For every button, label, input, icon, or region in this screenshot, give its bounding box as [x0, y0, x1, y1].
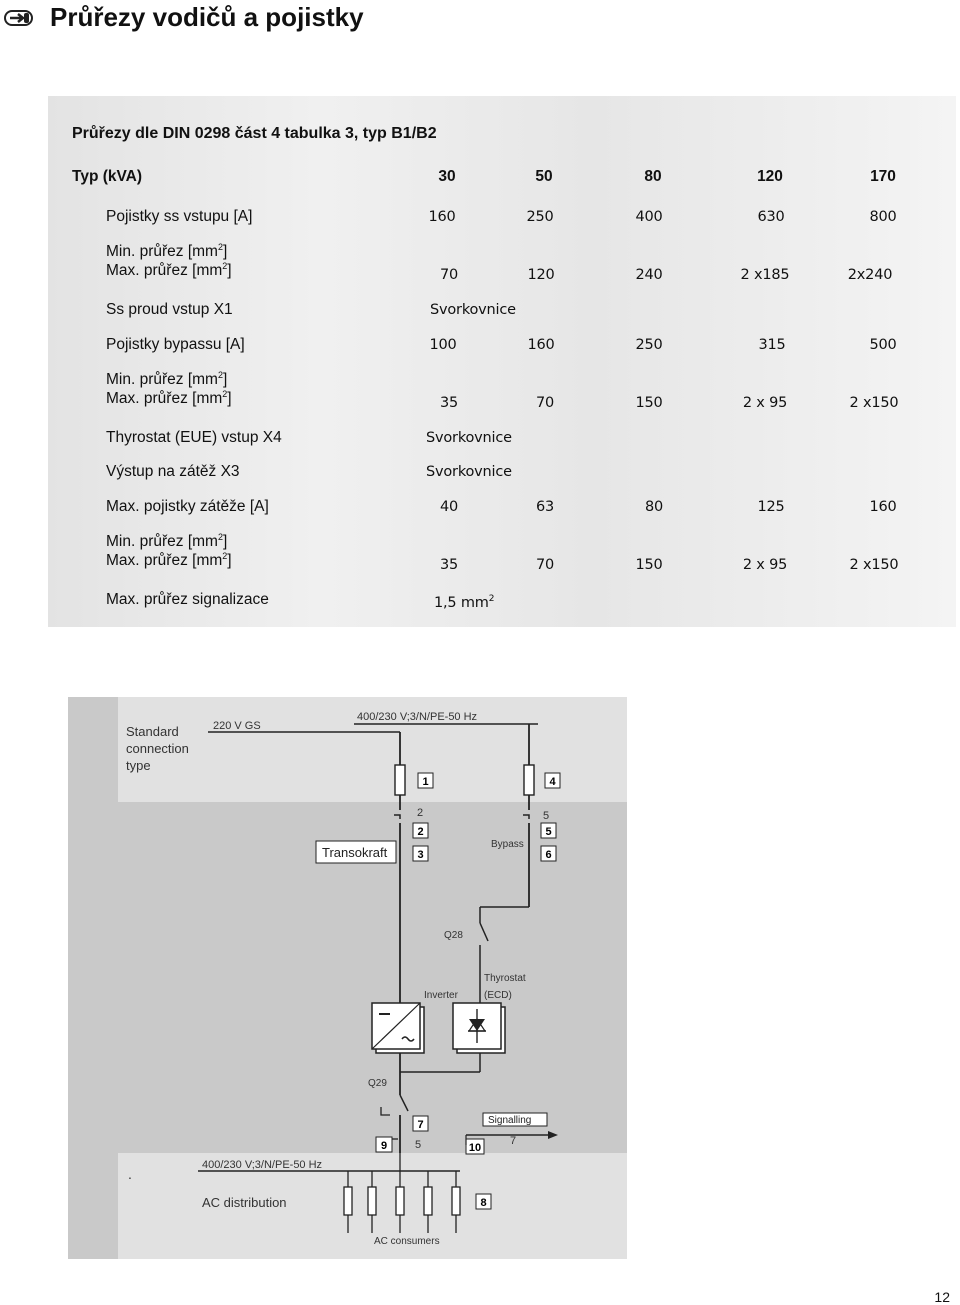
row-label-min: Min. průřez $[mm^2]$ [106, 532, 228, 550]
row-span-value: Svorkovnice [426, 464, 512, 480]
row-label-max: Max. průřez $[mm^2]$ [106, 261, 232, 279]
row-value: 2 x150 [849, 557, 899, 573]
row-value: 160 [527, 337, 555, 353]
row-value: 315 [758, 337, 786, 353]
terminal-number: 1 [422, 776, 429, 788]
row-label-max: Max. průřez $[mm^2]$ [106, 389, 232, 407]
terminal-number: 9 [380, 1140, 388, 1152]
ups-connection-diagram [68, 697, 627, 1259]
table-heading: Průřezy dle DIN 0298 část 4 tabulka 3, typ B1/B2 [72, 125, 437, 142]
terminal-number: 4 [549, 776, 556, 788]
row-span-value: Svorkovnice [430, 302, 516, 318]
row-span-value: 1,5 $mm^2$ [434, 594, 495, 611]
row-value: 400 [635, 209, 663, 225]
standard-label-line: connection [126, 741, 189, 756]
row-value: 800 [869, 209, 897, 225]
standard-label-line: Standard [126, 724, 179, 739]
row-value: 2 x150 [849, 395, 899, 411]
row-label-max: Max. průřez $[mm^2]$ [106, 551, 232, 569]
dot-mark: . [128, 1166, 132, 1182]
fuse-icon [368, 1187, 376, 1215]
page-title: Průřezy vodičů a pojistky [50, 2, 364, 32]
row-value: 150 [635, 557, 663, 573]
type-label: Typ (kVA) [72, 168, 143, 185]
row-value: 630 [757, 209, 785, 225]
fuse-icon [344, 1187, 352, 1215]
arrow-badge-icon [4, 8, 34, 28]
terminal-number: 7 [417, 1119, 424, 1131]
dc-supply-label: 220 V GS [213, 720, 261, 732]
terminal-small-label: 5 [543, 810, 550, 822]
row-span-value: Svorkovnice [426, 430, 512, 446]
row-value: 250 [526, 209, 554, 225]
header-value: 80 [644, 168, 662, 185]
terminal-small-label: 5 [415, 1139, 422, 1151]
row-value: 2 x 95 [742, 395, 788, 411]
row-value: 2x240 [847, 267, 893, 283]
row-label: Max. pojistky zátěže [A] [106, 498, 269, 515]
header-value: 30 [438, 168, 456, 185]
row-label: Pojistky bypassu [A] [106, 336, 245, 353]
ac-supply-label: 400/230 V;3/N/PE-50 Hz [357, 711, 478, 723]
bypass-label: Bypass [491, 839, 524, 850]
terminal-number: 2 [417, 826, 424, 838]
row-value: 2 x185 [740, 267, 790, 283]
row-value: 100 [429, 337, 457, 353]
header-value: 120 [757, 168, 783, 185]
fuse-icon [396, 1187, 404, 1215]
row-value: 35 [439, 557, 459, 573]
thyrostat-label: (ECD) [484, 990, 512, 1001]
row-value: 40 [439, 499, 459, 515]
row-value: 70 [439, 267, 459, 283]
terminal-number: 8 [480, 1197, 487, 1209]
row-label-min: Min. průřez $[mm^2]$ [106, 242, 228, 260]
row-value: 160 [869, 499, 897, 515]
row-value: 80 [644, 499, 664, 515]
fuse-icon [452, 1187, 460, 1215]
row-value: 70 [535, 395, 555, 411]
inverter-label: Inverter [424, 990, 458, 1001]
ac-distribution-label: AC distribution [202, 1195, 287, 1210]
thyrostat-label: Thyrostat [484, 973, 526, 984]
header-value: 50 [535, 168, 553, 185]
q29-label: Q29 [368, 1078, 387, 1089]
terminal-number: 3 [417, 849, 424, 861]
terminal-small-label: 7 [510, 1135, 517, 1147]
header-value: 170 [870, 168, 896, 185]
terminal-small-label: 2 [417, 807, 424, 819]
q28-label: Q28 [444, 930, 463, 941]
row-value: 35 [439, 395, 459, 411]
row-label: Výstup na zátěž X3 [106, 463, 240, 480]
row-value: 160 [428, 209, 456, 225]
row-value: 250 [635, 337, 663, 353]
fuse-icon [424, 1187, 432, 1215]
fuse-icon [395, 765, 405, 795]
row-value: 150 [635, 395, 663, 411]
transokraft-label: Transokraft [322, 845, 388, 860]
row-value: 63 [535, 499, 555, 515]
fuse-icon [524, 765, 534, 795]
row-value: 70 [535, 557, 555, 573]
row-value: 125 [757, 499, 785, 515]
terminal-number: 10 [468, 1142, 482, 1154]
row-value: 2 x 95 [742, 557, 788, 573]
page-number: 12 [934, 1289, 950, 1305]
terminal-number: 6 [545, 849, 552, 861]
row-value: 500 [869, 337, 897, 353]
row-label-min: Min. průřez $[mm^2]$ [106, 370, 228, 388]
terminal-number: 5 [545, 826, 552, 838]
row-label: Pojistky ss vstupu [A] [106, 208, 253, 225]
cross-section-table [48, 96, 956, 627]
standard-label-line: type [126, 758, 151, 773]
row-label: Thyrostat (EUE) vstup X4 [106, 429, 282, 446]
ac-consumers-label: AC consumers [374, 1236, 440, 1247]
row-label: Ss proud vstup X1 [106, 301, 233, 318]
row-value: 120 [527, 267, 555, 283]
row-label: Max. průřez signalizace [106, 591, 269, 608]
signalling-label: Signalling [488, 1115, 532, 1126]
ac-supply-label-2: 400/230 V;3/N/PE-50 Hz [202, 1159, 323, 1171]
row-value: 240 [635, 267, 663, 283]
